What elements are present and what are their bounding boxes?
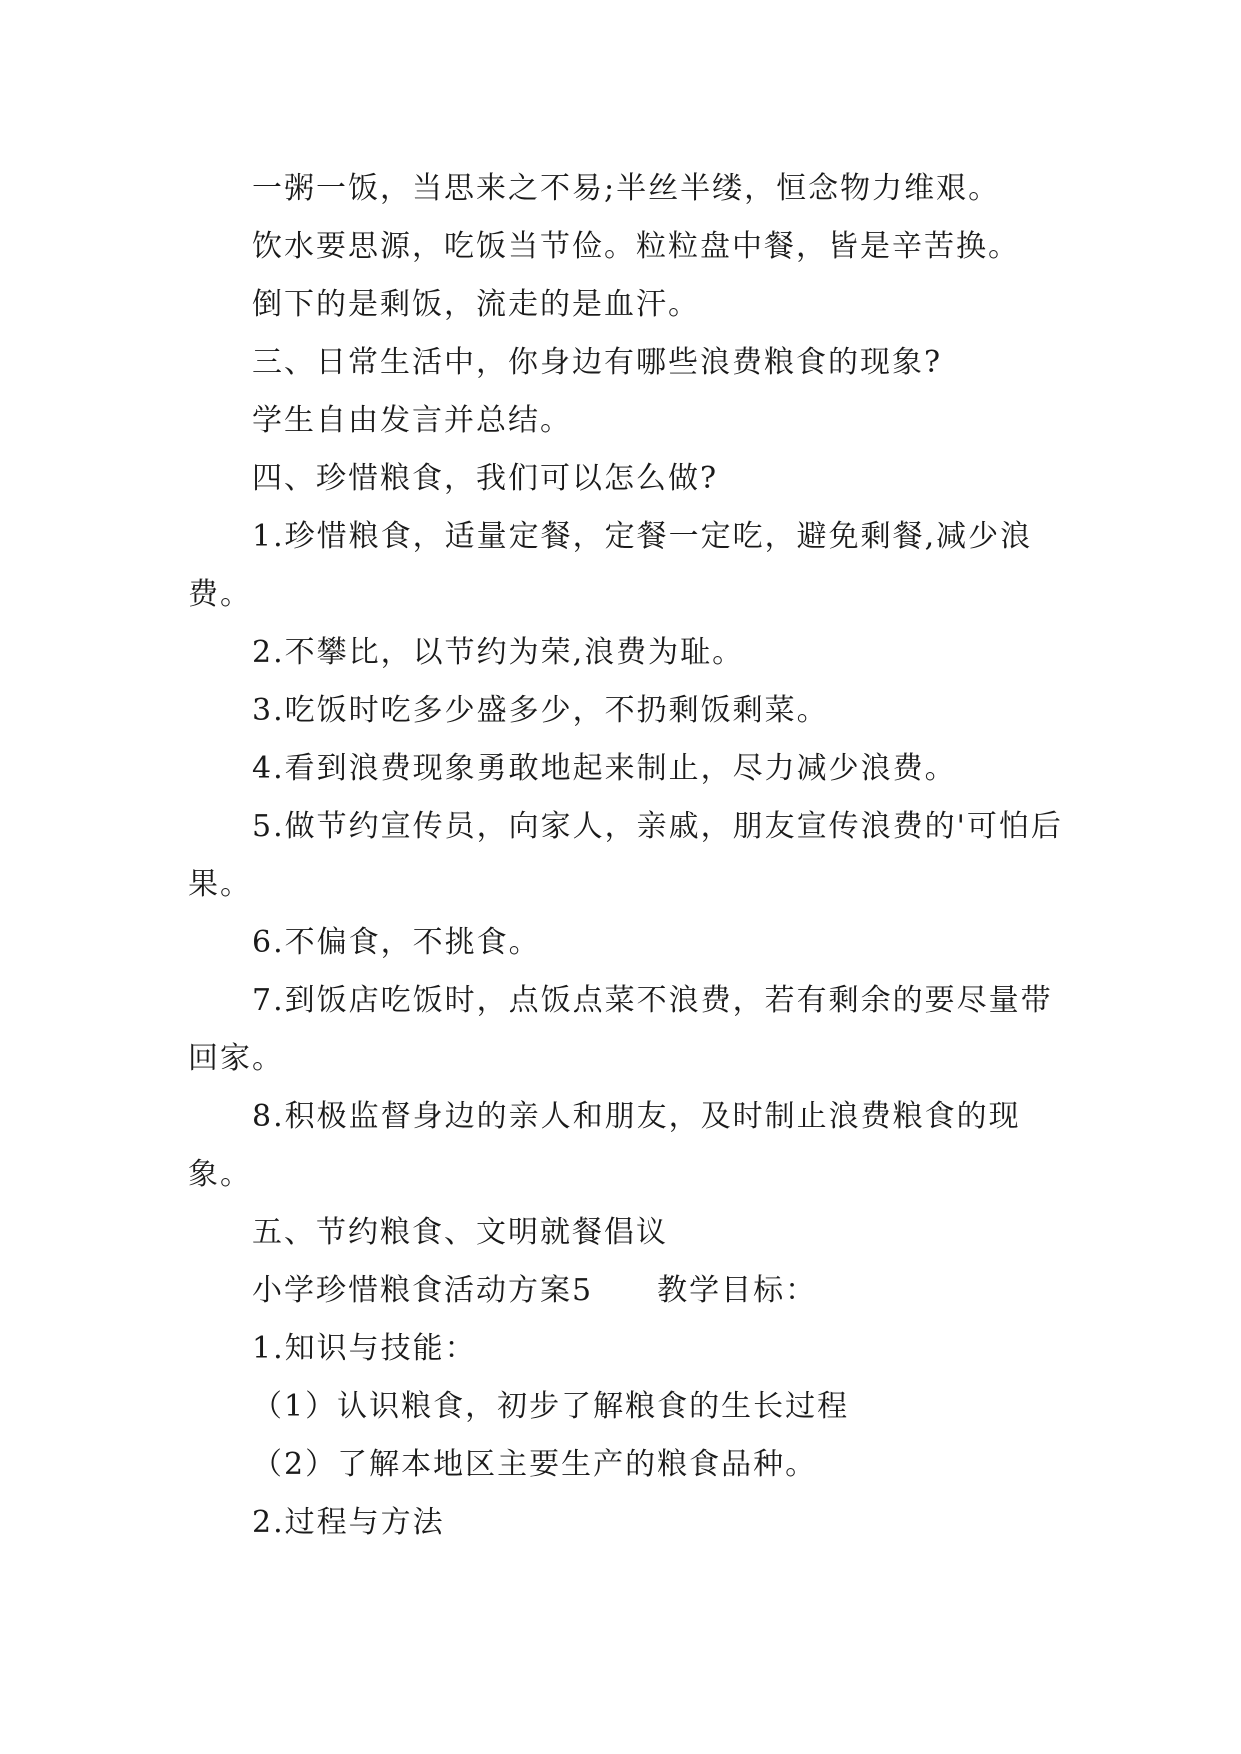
- paragraph: 1.珍惜粮食，适量定餐，定餐一定吃，避免剩餐,减少浪费。: [188, 519, 1033, 612]
- paragraph: 2.过程与方法: [252, 1505, 445, 1540]
- paragraph: （1）认识粮食，初步了解粮食的生长过程: [252, 1389, 850, 1424]
- paragraph: 6.不偏食，不挑食。: [252, 925, 541, 960]
- paragraph: 倒下的是剩饭，流走的是血汗。: [252, 287, 700, 322]
- paragraph: 4.看到浪费现象勇敢地起来制止，尽力减少浪费。: [252, 751, 957, 786]
- paragraph: 2.不攀比，以节约为荣,浪费为耻。: [252, 635, 745, 670]
- paragraph: 四、珍惜粮食，我们可以怎么做?: [252, 461, 719, 496]
- paragraph: （2）了解本地区主要生产的粮食品种。: [252, 1447, 818, 1482]
- paragraph: 饮水要思源，吃饭当节俭。粒粒盘中餐，皆是辛苦换。: [252, 229, 1020, 264]
- paragraph: 1.知识与技能：: [252, 1331, 477, 1366]
- paragraph: 学生自由发言并总结。: [252, 403, 572, 438]
- paragraph: 8.积极监督身边的亲人和朋友，及时制止浪费粮食的现象。: [188, 1099, 1021, 1192]
- document-body: [188, 160, 1068, 1552]
- paragraph: 7.到饭店吃饭时，点饭点菜不浪费，若有剩余的要尽量带回家。: [188, 983, 1053, 1076]
- paragraph: 小学珍惜粮食活动方案5 教学目标：: [252, 1273, 818, 1308]
- paragraph: 三、日常生活中，你身边有哪些浪费粮食的现象?: [252, 345, 943, 380]
- paragraph: 3.吃饭时吃多少盛多少，不扔剩饭剩菜。: [252, 693, 829, 728]
- paragraph: 五、节约粮食、文明就餐倡议: [252, 1215, 668, 1250]
- paragraph: 5.做节约宣传员，向家人，亲戚，朋友宣传浪费的'可怕后果。: [188, 809, 1063, 902]
- paragraph: 一粥一饭，当思来之不易;半丝半缕，恒念物力维艰。: [252, 171, 1001, 206]
